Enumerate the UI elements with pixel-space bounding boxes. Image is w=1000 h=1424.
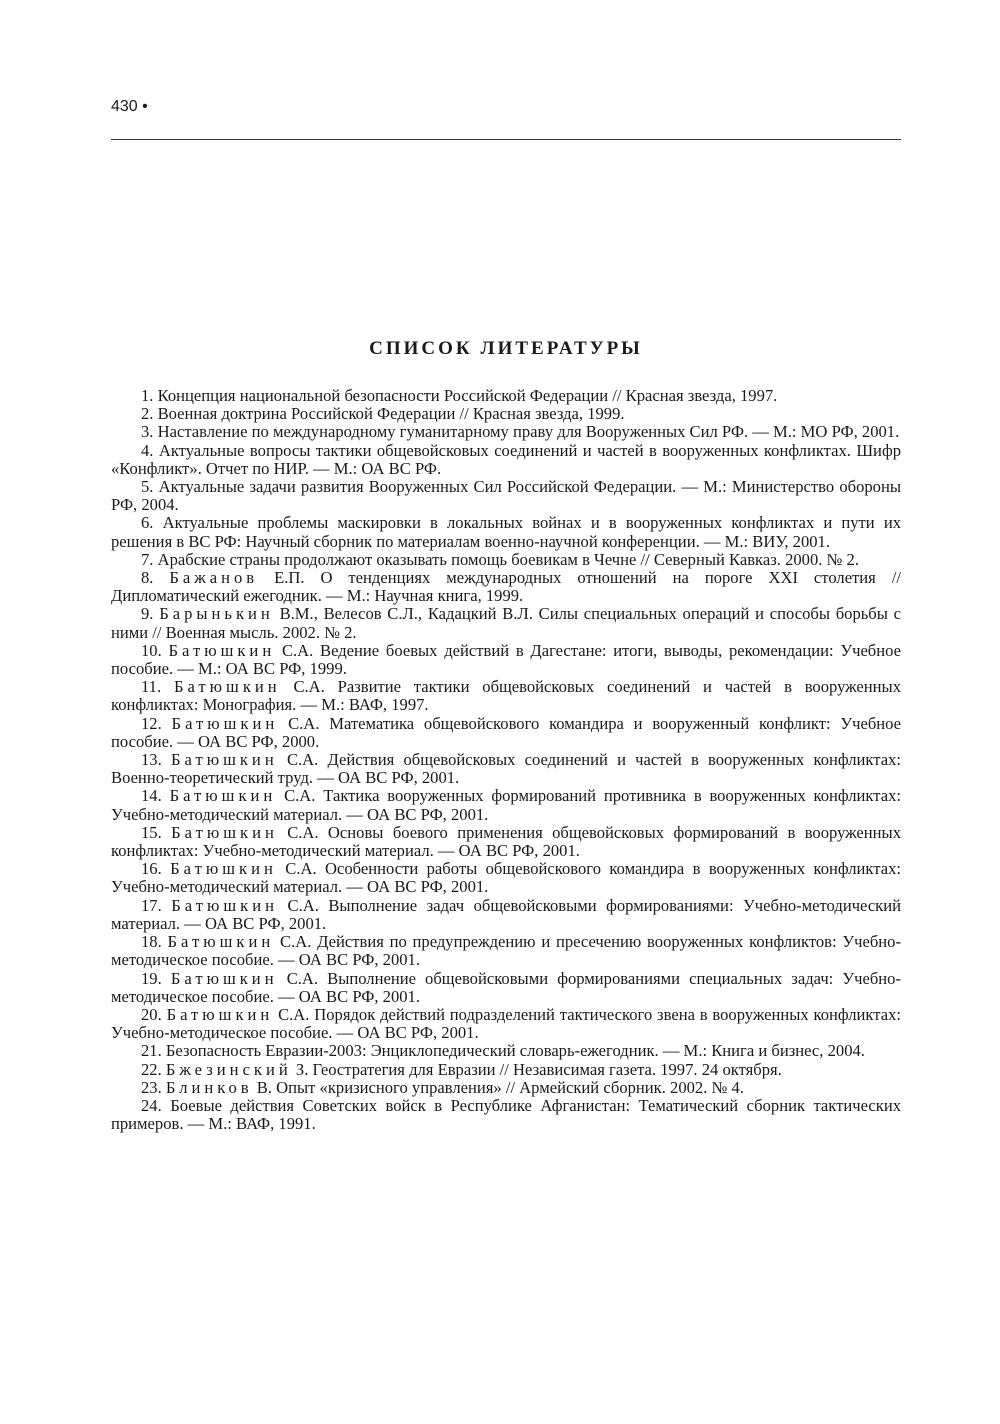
reference-number: 11.: [141, 677, 162, 697]
reference-author: Батюшкин: [173, 677, 281, 697]
reference-item: [111, 715, 901, 751]
reference-number: 2.: [141, 404, 154, 424]
reference-text: В. Опыт «кризисного управления» // Армейский сборник. 2002. № 4.: [256, 1077, 744, 1097]
reference-text: С.А. Ведение боевых действий в Дагестане: итоги, выводы, рекомендации: Учебное пособие. — М.: ОА ВС РФ, 1999.: [111, 640, 901, 679]
reference-number: 6.: [141, 513, 154, 533]
reference-text: С.А. Особенности работы общевойскового командира в вооруженных конфликтах: Учебно-методический материал. — ОА ВС РФ, 2001.: [111, 859, 901, 897]
reference-number: 1.: [141, 386, 154, 405]
reference-number: 21.: [141, 1041, 162, 1061]
reference-text: С.А. Основы боевого применения общевойсковых формирований в вооруженных конфликтах: Учебно-методический материал. — ОА ВС РФ, 2001.: [111, 822, 901, 861]
reference-number: 4.: [141, 440, 154, 460]
reference-text: С.А. Развитие тактики общевойсковых соединений и частей в вооруженных конфликтах: Монография. — М.: ВАФ, 1997.: [111, 677, 901, 715]
reference-item: [111, 970, 901, 1006]
reference-text: С.А. Действия общевойсковых соединений и частей в вооруженных конфликтах: Военно-теоретический труд. — ОА ВС РФ, 2001.: [111, 750, 901, 788]
reference-item: [111, 787, 901, 823]
reference-author: Батюшкин: [170, 859, 277, 879]
page-number: 430: [111, 98, 138, 115]
reference-number: 15.: [141, 822, 162, 842]
reference-number: 19.: [141, 968, 162, 988]
reference-item: [111, 642, 901, 678]
reference-item: [111, 442, 901, 478]
reference-item: [111, 1042, 901, 1060]
reference-text: Концепция национальной безопасности Российской Федерации // Красная звезда, 1997.: [157, 386, 778, 405]
reference-text: Актуальные вопросы тактики общевойсковых соединений и частей в вооруженных конфликтах. Шифр «Конфликт». Отчет по НИР. — М.: ОА ВС РФ.: [111, 440, 901, 478]
header-divider: [111, 139, 901, 140]
reference-number: 17.: [141, 895, 162, 915]
reference-text: С.А. Выполнение задач общевойсковыми формированиями: Учебно-методический материал. — ОА ВС РФ, 2001.: [111, 895, 902, 933]
reference-number: 7.: [141, 549, 154, 569]
reference-text: Актуальные задачи развития Вооруженных Сил Российской Федерации. — М.: Министерство обороны РФ, 2004.: [111, 477, 901, 515]
reference-author: Батюшкин: [170, 968, 278, 988]
reference-text: С.А. Действия по предупреждению и пресечению вооруженных конфликтов: Учебно-методическое пособие. — ОА ВС РФ, 2001.: [111, 932, 901, 970]
reference-author: Батюшкин: [171, 713, 279, 733]
reference-text: В.М., Велесов С.Л., Кадацкий В.Л. Силы специальных операций и способы борьбы с ними // Военная мысль. 2002. № 2.: [111, 604, 901, 642]
reference-item: [111, 1079, 901, 1097]
reference-item: [111, 860, 901, 896]
header-bullet: •: [142, 98, 148, 115]
reference-number: 8.: [141, 568, 154, 588]
reference-number: 16.: [141, 859, 162, 879]
reference-item: [111, 405, 901, 423]
reference-number: 24.: [141, 1095, 162, 1115]
reference-text: З. Геостратегия для Евразии // Независимая газета. 1997. 24 октября.: [295, 1059, 782, 1079]
reference-text: Безопасность Евразии-2003: Энциклопедический словарь-ежегодник. — М.: Книга и бизнес, 2004.: [165, 1041, 865, 1061]
reference-number: 3.: [141, 422, 154, 442]
reference-text: Боевые действия Советских войск в Республике Афганистан: Тематический сборник тактических примеров. — М.: ВАФ, 1991.: [111, 1095, 902, 1134]
reference-author: Батюшкин: [169, 786, 277, 806]
reference-number: 18.: [141, 932, 162, 952]
reference-text: Актуальные проблемы маскировки в локальных войнах и в вооруженных конфликтах и пути их решения в ВС РФ: Научный сборник по материалам военно-научной конференции. — М.: ВИУ, 2001.: [111, 513, 902, 551]
reference-text: С.А. Выполнение общевойсковыми формированиями специальных задач: Учебно-методическое пособие. — ОА ВС РФ, 2001.: [111, 968, 901, 1006]
reference-number: 5.: [141, 477, 154, 497]
reference-author: Блинков: [165, 1077, 253, 1097]
reference-number: 9.: [141, 604, 154, 624]
reference-item: [111, 423, 901, 441]
reference-item: [111, 678, 901, 714]
reference-author: Батюшкин: [167, 932, 275, 952]
reference-number: 10.: [141, 640, 162, 660]
reference-author: Батюшкин: [171, 822, 278, 842]
reference-text: С.А. Математика общевойскового командира и вооруженный конфликт: Учебное пособие. — ОА ВС РФ, 2000.: [111, 713, 902, 751]
reference-item: [111, 478, 901, 514]
reference-author: Бажанов: [169, 568, 259, 588]
reference-text: С.А. Тактика вооруженных формирований противника в вооруженных конфликтах: Учебно-методический материал. — ОА ВС РФ, 2001.: [111, 786, 902, 824]
reference-author: Батюшкин: [170, 750, 278, 770]
reference-item: [111, 1097, 901, 1133]
reference-author: Бжезинский: [165, 1059, 292, 1079]
reference-author: Батюшкин: [171, 895, 278, 915]
reference-text: Наставление по международному гуманитарному праву для Вооруженных Сил РФ. — М.: МО РФ, 2001.: [157, 422, 900, 442]
reference-item: [111, 933, 901, 969]
reference-number: 12.: [141, 713, 162, 733]
reference-text: Арабские страны продолжают оказывать помощь боевикам в Чечне // Северный Кавказ. 2000. № 2.: [157, 549, 859, 569]
reference-number: 22.: [141, 1059, 162, 1079]
reference-item: [111, 605, 901, 641]
reference-item: [111, 824, 901, 860]
reference-number: 23.: [141, 1077, 162, 1097]
reference-text: С.А. Порядок действий подразделений тактического звена в вооруженных конфликтах: Учебно-методическое пособие. — ОА ВС РФ, 2001.: [111, 1004, 901, 1043]
reference-number: 13.: [141, 750, 162, 770]
page-header: [111, 98, 901, 116]
reference-item: [111, 897, 901, 933]
reference-item: [111, 1061, 901, 1079]
reference-author: Батюшкин: [166, 1004, 274, 1024]
reference-item: [111, 387, 901, 405]
reference-item: [111, 751, 901, 787]
page-title: СПИСОК ЛИТЕРАТУРЫ: [369, 338, 643, 359]
reference-text: Е.П. О тенденциях международных отношений на пороге XXI столетия // Дипломатический ежегодник. — М.: Научная книга, 1999.: [111, 568, 901, 606]
reference-author: Барынькин: [159, 604, 274, 624]
reference-author: Батюшкин: [168, 640, 276, 660]
reference-item: [111, 514, 901, 550]
reference-item: [111, 1006, 901, 1042]
reference-item: [111, 551, 901, 569]
reference-list: [111, 387, 901, 1133]
reference-text: Военная доктрина Российской Федерации // Красная звезда, 1999.: [157, 404, 625, 424]
reference-number: 20.: [141, 1004, 162, 1024]
reference-number: 14.: [141, 786, 162, 806]
reference-item: [111, 569, 901, 605]
